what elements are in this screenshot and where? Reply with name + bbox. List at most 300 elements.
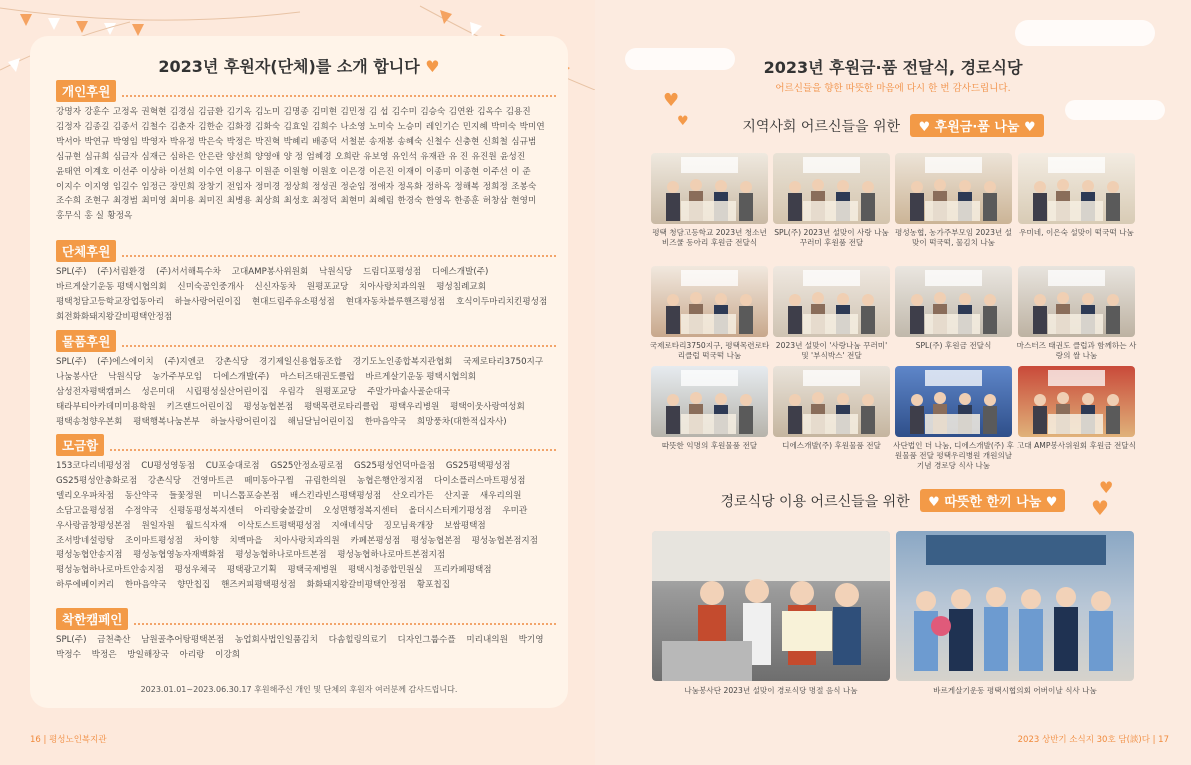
donor-name: 한종훈 (454, 196, 480, 207)
right-title: 2023년 후원금·품 전달식, 경로식당 (763, 58, 1023, 77)
sponsor-panel (30, 36, 568, 708)
donor-org: 들꽃정원 (168, 490, 203, 501)
donor-name: 심재근 (141, 151, 167, 162)
donor-org: 박기영 (518, 635, 544, 645)
donor-org: 현대자동차블루핸즈평성점 (345, 296, 446, 307)
donor-name: 김효일 (283, 121, 309, 132)
donor-name: 정희정 (482, 181, 508, 192)
donor-org: 치맥마을 (229, 535, 263, 546)
event-caption: 고대 AMP봉사위원회 후원금 전달식 (1017, 441, 1136, 450)
dotted-divider (110, 440, 556, 451)
donor-name: 이주선 (482, 166, 508, 177)
donor-org: 건영마트큰 (191, 475, 234, 486)
donor-name: 엄혜경 (306, 151, 332, 162)
donor-org: 주말가마솥사골순대국 (367, 386, 451, 397)
donor-name: 최현미 (340, 196, 366, 207)
right-subtitle: 어르신들을 향한 따뜻한 마음에 다시 한 번 감사드립니다. (775, 83, 1011, 94)
donor-org: 현대드림주유소평성점 (251, 296, 335, 307)
donor-org: GS25안정쇼핑로점 (270, 461, 344, 471)
page-number-left: 16 | 평성노인복지관 (30, 735, 107, 745)
donor-org: CU포승대로점 (205, 461, 260, 471)
donor-org: 신미숙공인중개사 (177, 281, 244, 292)
donor-org: 조서방네설렁탕 (56, 535, 115, 546)
donor-org: CU평성영동점 (141, 461, 196, 471)
photo-meal-1 (652, 531, 890, 681)
donor-name: 김노미 (255, 107, 281, 117)
donor-name: 이수연 (198, 166, 224, 177)
donor-name: 박정은 (226, 136, 252, 147)
donor-org: 평택이웃사랑여성회 (450, 401, 525, 412)
donor-name: 조봉숙 (511, 181, 537, 192)
donor-name: 이은경 (340, 166, 366, 177)
event-caption: 우미네, 이은숙 설맞이 떡국떡 나눔 (1019, 228, 1134, 237)
donor-org: 향만칩집 (177, 580, 211, 591)
donor-name: 김옥수 (477, 107, 503, 117)
donor-org: 경기제일신용협동조합 (259, 357, 343, 367)
donor-name: 정해복 (454, 181, 480, 192)
event-photo (1018, 366, 1135, 437)
donor-org: 평성농협본점지점 (471, 535, 538, 546)
donor-name: 박영임 (112, 136, 138, 147)
event-caption: 국제로타리3750지구, 평택목련로타리클럽 떡국떡 나눔 (649, 341, 770, 360)
donor-org: 황포칩집 (416, 580, 451, 591)
group-section (56, 240, 556, 325)
dotted-divider (122, 86, 556, 97)
donor-org: 다솜힐링의료기 (328, 635, 387, 645)
donor-org: (주)서서해특수차 (156, 267, 221, 277)
donor-org: 평택우리병원 (389, 401, 440, 412)
donor-org: 평택시청종합민원실 (348, 565, 423, 576)
donor-name: 정옥화 (397, 181, 423, 192)
donor-org: 평성농협본점 (411, 535, 461, 546)
heart-icon: ♥ (1091, 496, 1109, 520)
donor-org: 디자인그룹수플 (397, 635, 456, 645)
donor-org: 우림각 (279, 386, 305, 397)
donor-name: 이선희 (169, 166, 195, 177)
donor-name: 심금자 (112, 151, 138, 162)
donor-org: 아리랑 (179, 649, 205, 660)
donor-org: 마스터즈태권도클럽 (280, 371, 355, 382)
donor-name: 최성호 (283, 196, 309, 207)
donor-name: 정상희 (283, 181, 309, 192)
section2-pill: ♥ 따뜻한 한끼 나눔 ♥ (920, 489, 1065, 512)
donor-org: 이삭토스트평택평성점 (237, 520, 321, 531)
donor-org: 디에스개발(주) (212, 371, 270, 382)
donor-name: 양선희 (226, 151, 252, 162)
donor-name: 안은란 (198, 151, 224, 162)
donor-name: 이재이 (397, 166, 423, 177)
donor-org: 희망풍차(대한적십자사) (416, 416, 507, 427)
donor-org: 한마음약국 (124, 580, 167, 591)
donor-name: 김희수 (312, 121, 338, 132)
donor-org: 하루에베이커리 (56, 580, 115, 591)
donor-name: 송재봉 (368, 136, 395, 147)
donor-org: 차이향 (193, 535, 219, 546)
dotted-divider (134, 614, 556, 625)
event-photo (895, 266, 1012, 337)
donor-name: 배종덕 (312, 136, 338, 147)
donor-name: 민지혜 (462, 121, 488, 132)
donor-org: 지애네식당 (331, 520, 373, 531)
cloud-decoration (1015, 20, 1155, 46)
donor-org: 원일자원 (141, 520, 175, 531)
donor-org: 평성우체국 (174, 565, 217, 576)
donor-org: 치아사랑치과의원 (273, 535, 340, 546)
donor-org: 미니스톱포승본점 (212, 490, 280, 501)
donor-name: 최미용 (169, 196, 195, 207)
event-caption: 사단법인 더 나눔, 디에스개발(주) 후원물품 전달 평택우리병원 개원의날 기념 경로당 식사 나눔 (893, 441, 1014, 470)
event-photo (895, 366, 1012, 437)
event-photo (651, 366, 768, 437)
donor-org: 평택행복나눔본부 (133, 416, 200, 427)
donor-name: 김춘자 (169, 121, 195, 132)
donor-name: 오희란 (334, 151, 361, 162)
donor-org: 농가주부모임 (152, 371, 203, 382)
donor-name: 김철수 (141, 121, 167, 132)
donor-org: 동산약국 (124, 490, 159, 501)
donor-org: 국제로타리3750지구 (463, 357, 544, 367)
donor-org: 회전화화돼지왕갈비평택안정점 (56, 311, 173, 322)
donor-name: 현영미 (511, 196, 537, 207)
donor-org: 치아사랑치과의원 (359, 281, 426, 292)
donor-org: 강촌식당 (215, 357, 249, 367)
donor-name: 이지영 (84, 181, 110, 192)
donor-org: 바르게살기운동 평택시협의회 (56, 281, 167, 292)
donor-name: 이종현 (454, 166, 480, 177)
section2-heading (595, 489, 1191, 512)
donor-name: 윤태연 (56, 166, 82, 177)
donor-name: 김기옥 (226, 107, 252, 117)
donor-org: 하늘사랑어린이집 (174, 296, 242, 307)
right-page (595, 0, 1191, 765)
donor-org: 카페본평성점 (350, 535, 401, 546)
people-silhouette (652, 531, 890, 681)
donor-name: 심규희 (84, 151, 110, 162)
individual-label: 개인후원 (56, 80, 116, 102)
donor-org: 핸즈커피평택평성점 (221, 580, 296, 591)
donor-name: 전임자 (226, 181, 252, 192)
donor-org: 153코다리네평성점 (56, 461, 131, 471)
section2-prefix: 경로식당 이용 어르신들을 위한 (720, 494, 910, 510)
donor-name: 정하옥 (425, 181, 451, 192)
donor-org: 바르게살기운동 평택시협의회 (365, 371, 477, 382)
group-orgs (56, 265, 556, 325)
donor-org: 농업회사법인일품김치 (234, 635, 318, 645)
donor-name: 김종길 (84, 121, 110, 132)
donor-name: 김용진 (505, 107, 531, 117)
donor-org: 평택국제병원 (287, 565, 338, 576)
donor-org: 원평포교당 (314, 386, 357, 397)
donor-org: 미리내의원 (466, 635, 508, 645)
donor-name: 홍무식 (56, 211, 82, 222)
donor-name: 이원형 (283, 166, 309, 177)
donor-name: 이상하 (141, 166, 167, 177)
donor-name: 신철수 (425, 136, 451, 147)
donor-org: 오성면행정복지센터 (323, 505, 398, 516)
donor-org: 소담고을평성점 (56, 505, 115, 516)
donor-name: 최미진 (198, 196, 224, 207)
event-caption: 마스터즈 태권도 클럽과 함께하는 사랑의 쌀 나눔 (1016, 341, 1137, 360)
donor-org: 올더시스터케기평성점 (408, 505, 492, 516)
donor-org: 키즈랜드어린이집 (166, 401, 233, 412)
donor-name: 심규범 (511, 136, 537, 147)
donor-name: 유재관 (420, 151, 446, 162)
donor-org: 삼성전자평택캠퍼스 (56, 386, 131, 397)
donor-name: 이용구 (226, 166, 252, 177)
donor-org: 강촌식당 (147, 475, 182, 486)
donor-org: 태라부티아카데미미용학원 (56, 401, 156, 412)
event-caption: 평성농협, 농가주부모임 2023년 설맞이 떡국떡, 물김치 나눔 (894, 228, 1012, 247)
donor-org: 평성침례교회 (436, 281, 487, 292)
donor-name: 황정옥 (107, 211, 133, 222)
donor-name: 유진원 (471, 151, 497, 162)
donor-org: 평택광고기획 (226, 565, 277, 576)
donor-name: 이계호 (84, 166, 110, 177)
donor-org: 프리카페평택점 (433, 565, 492, 576)
donor-org: 남원골추어탕평택본점 (141, 635, 225, 645)
donor-org: SPL(주) (56, 267, 87, 277)
donor-name: 유보영 (363, 151, 389, 162)
section1-prefix: 지역사회 어르신들을 위한 (742, 119, 901, 135)
donor-org: 박정은 (91, 649, 117, 660)
donor-org: 평성농협하나로마트본점지점 (337, 550, 446, 561)
donor-org: GS25평택평성점 (445, 461, 511, 471)
donor-org: 평성농협하나로마트안송지점 (56, 565, 164, 576)
event-caption: 따뜻한 익명의 후원물품 전달 (661, 441, 758, 450)
left-page (0, 0, 595, 765)
donor-name: 서철분 (340, 136, 366, 147)
goods-label: 물품후원 (56, 330, 116, 352)
event-caption: 평택 청담고등학교 2023년 청소년 비즈쿨 동아리 후원금 전달식 (652, 228, 767, 247)
donor-org: 화화돼지왕갈비평택안정점 (306, 580, 407, 591)
donor-org: 디에스개발(주) (431, 267, 489, 277)
donor-name: 박진혁 (255, 136, 281, 147)
donor-org: 산지골 (444, 490, 470, 501)
donor-name: 노미숙 (368, 121, 395, 132)
donor-org: 배스킨라빈스평택평성점 (289, 490, 382, 501)
caption-meal-1: 나눔봉사단 2023년 설맞이 경로식당 명절 음식 나눔 (684, 686, 858, 695)
donor-name: 최미영 (141, 196, 167, 207)
panel-title (30, 54, 568, 77)
donor-name: 김화경 (226, 121, 252, 132)
heart-icon: ♥ (425, 57, 440, 76)
photo-meal-2 (896, 531, 1134, 681)
donor-org: 해님달님어린이집 (287, 416, 354, 427)
donor-name: 김한순 (198, 121, 224, 132)
donor-name: 정성권 (312, 181, 338, 192)
donor-org: 평택청담고등학교장업동아리 (56, 296, 164, 307)
donor-org: 평택송청향우본회 (56, 416, 123, 427)
donor-name: 이 준 (511, 166, 531, 177)
donor-name: 이원준 (255, 166, 281, 177)
donor-org: SPL(주) (56, 635, 87, 645)
section1-pill: ♥ 후원금·품 나눔 ♥ (910, 114, 1043, 137)
donor-org: 월드식자재 (185, 520, 227, 531)
donor-org: 수정약국 (124, 505, 159, 516)
donor-org: 징모님육개장 (383, 520, 434, 531)
donor-org: 농협은행안정지점 (356, 475, 424, 486)
donor-name: 박서아 (56, 136, 82, 147)
donor-name: 장민희 (169, 181, 195, 192)
donor-org: (주)에스에이치 (97, 357, 154, 367)
donor-name: 이원호 (312, 166, 338, 177)
kind-label: 착한캠페인 (56, 608, 128, 630)
donor-org: 새우리의원 (479, 490, 522, 501)
donor-org: 신평동평성복지센터 (168, 505, 244, 516)
donor-name: 김종서 (112, 121, 138, 132)
donor-name: 최경범 (112, 196, 138, 207)
donor-name: 양 정 (283, 151, 304, 162)
donor-name: 김화숙 (255, 121, 281, 132)
donor-org: GS25평성언덕마을점 (353, 461, 436, 471)
donor-name: 김명종 (283, 107, 309, 117)
donor-name: 최상희 (255, 196, 281, 207)
heart-icon: ♥ (663, 90, 680, 111)
donor-org: 우사랑곱창평성본점 (56, 520, 131, 531)
event-photo (1018, 153, 1135, 224)
donor-org: 낙원식당 (108, 371, 142, 382)
donor-org: 아리랑숯불갈비 (254, 505, 313, 516)
donor-org: 고대AMP봉사위원회 (231, 267, 309, 277)
donor-name: 최정덕 (312, 196, 338, 207)
period-note: 2023.01.01~2023.06.30.17 후원해주신 개인 및 단체의 후원자 여러분께 감사드립니다. (140, 685, 458, 694)
donor-name: 정미경 (255, 181, 281, 192)
donor-org: 호식이두마리치킨평성점 (455, 296, 548, 307)
donor-org: 한마음약국 (364, 416, 407, 427)
donor-name: 장창기 (198, 181, 224, 192)
donor-name: 박미연 (519, 121, 545, 132)
donor-org: 평성농협하나로마트본점 (235, 550, 327, 561)
donor-name: 김수미 (391, 107, 417, 117)
event-photo (1018, 266, 1135, 337)
donor-org: 나눔봉사단 (56, 371, 98, 382)
donor-org: 평택목련로타리클럽 (304, 401, 379, 412)
donor-name: 정순임 (340, 181, 366, 192)
donor-name: 나소영 (340, 121, 366, 132)
donor-name: 고정옥 (112, 107, 138, 117)
donor-name: 김정자 (56, 121, 82, 132)
donor-name: 신희철 (482, 136, 508, 147)
donor-name: 윤성진 (500, 151, 526, 162)
people-silhouette (896, 531, 1134, 681)
donor-name: 양영애 (255, 151, 281, 162)
donor-name: 조수희 (56, 196, 82, 207)
dotted-divider (122, 336, 556, 347)
donor-org: 평성농협본점 (243, 401, 294, 412)
event-caption: 2023년 설맞이 '사랑나눔 꾸러미' 및 '부식박스' 전달 (775, 341, 888, 360)
heart-icon: ♥ (1099, 478, 1114, 497)
donor-name: 권혁현 (141, 107, 167, 117)
donor-name: 심규현 (56, 151, 82, 162)
donor-org: 우미관 (502, 505, 528, 516)
panel-title-text: 2023년 후원자(단체)를 소개 합니다 (158, 57, 420, 76)
donor-name: 한영옥 (425, 196, 451, 207)
donor-name: 박은숙 (198, 136, 224, 147)
donor-name: 조현구 (84, 196, 110, 207)
donor-org: 성은미대 (141, 386, 175, 397)
donor-org: 다이소플러스마트평성점 (434, 475, 526, 486)
donor-name: 노승미 (397, 121, 423, 132)
goods-orgs (56, 355, 556, 430)
donor-name: 이지수 (56, 181, 82, 192)
page-number-right: 2023 상반기 소식지 30호 담(談)다 | 17 (1017, 735, 1169, 745)
donor-name: 이은진 (368, 166, 395, 177)
donor-name: 김금환 (198, 107, 224, 117)
donor-name: 임길수 (112, 181, 138, 192)
donor-name: 최혜림 (368, 196, 395, 207)
donor-org: 평성농협안송지점 (56, 550, 123, 561)
donor-org: 박정수 (56, 649, 81, 660)
donor-org: 원평포교당 (306, 281, 349, 292)
donor-name: 박연규 (84, 136, 110, 147)
event-photo (651, 266, 768, 337)
group-label: 단체후원 (56, 240, 116, 262)
donor-name: 김경심 (169, 107, 195, 117)
donor-name: 심하은 (169, 151, 195, 162)
donor-org: (주)서림환경 (97, 267, 146, 277)
event-caption: SPL(주) 후원금 전달식 (915, 341, 992, 350)
donor-org: (주)지엔코 (164, 357, 205, 367)
donor-name: 홍 실 (84, 211, 104, 222)
donor-org: GS25평성안충화로점 (56, 475, 138, 486)
donor-org: 하늘사랑어린이집 (210, 416, 277, 427)
donor-name: 박혜리 (283, 136, 309, 147)
donor-name: 김미현 (312, 107, 338, 117)
caption-meal-2: 바르게살기운동 평택시협의회 어버이날 식사 나눔 (933, 686, 1097, 695)
donor-name: 박미숙 (491, 121, 517, 132)
donor-name: 임정근 (141, 181, 167, 192)
section1-heading (595, 114, 1191, 137)
donor-org: 델리오우파차점 (56, 490, 115, 501)
donor-org: 이강희 (215, 649, 241, 660)
heart-icon: ♥ (677, 114, 689, 129)
donation-label: 모금함 (56, 434, 104, 456)
donor-name: 강훈수 (84, 107, 110, 117)
donor-org: 시립평성실산어린이집 (185, 386, 269, 397)
donor-org: 방일해장국 (127, 649, 169, 660)
donor-name: 김민정 (340, 107, 366, 117)
donor-org: 산오리가든 (391, 490, 434, 501)
event-photo (651, 153, 768, 224)
donor-name: 유인석 (391, 151, 417, 162)
donor-org: 신신자동차 (254, 281, 297, 292)
individual-section (56, 80, 556, 224)
donor-name: 이선주 (112, 166, 138, 177)
donor-name: 이종미 (425, 166, 451, 177)
individual-names (56, 105, 556, 224)
event-photo (773, 366, 890, 437)
donor-org: 낙원식당 (319, 267, 353, 277)
donor-name: 신충현 (454, 136, 480, 147)
donor-org: 조이마트평성점 (124, 535, 183, 546)
goods-section (56, 330, 556, 430)
event-caption: 디에스개발(주) 후원물품 전달 (782, 441, 881, 450)
dotted-divider (122, 246, 556, 257)
donor-org: 규림한의원 (304, 475, 347, 486)
donation-section (56, 434, 556, 593)
donor-name: 최병용 (226, 196, 252, 207)
donor-org: 드림디포평성점 (362, 267, 422, 277)
event-photo (895, 153, 1012, 224)
donor-name: 한경숙 (397, 196, 423, 207)
donor-name: 박유정 (169, 136, 195, 147)
donor-org: 금천축산 (97, 635, 131, 645)
donor-name: 김연완 (448, 107, 474, 117)
donor-org: 경기도노인종합복지관협회 (352, 357, 453, 367)
donor-org: 떼미동아구찜 (244, 475, 294, 486)
donor-name: 김 섭 (368, 107, 389, 117)
event-photo (773, 153, 890, 224)
